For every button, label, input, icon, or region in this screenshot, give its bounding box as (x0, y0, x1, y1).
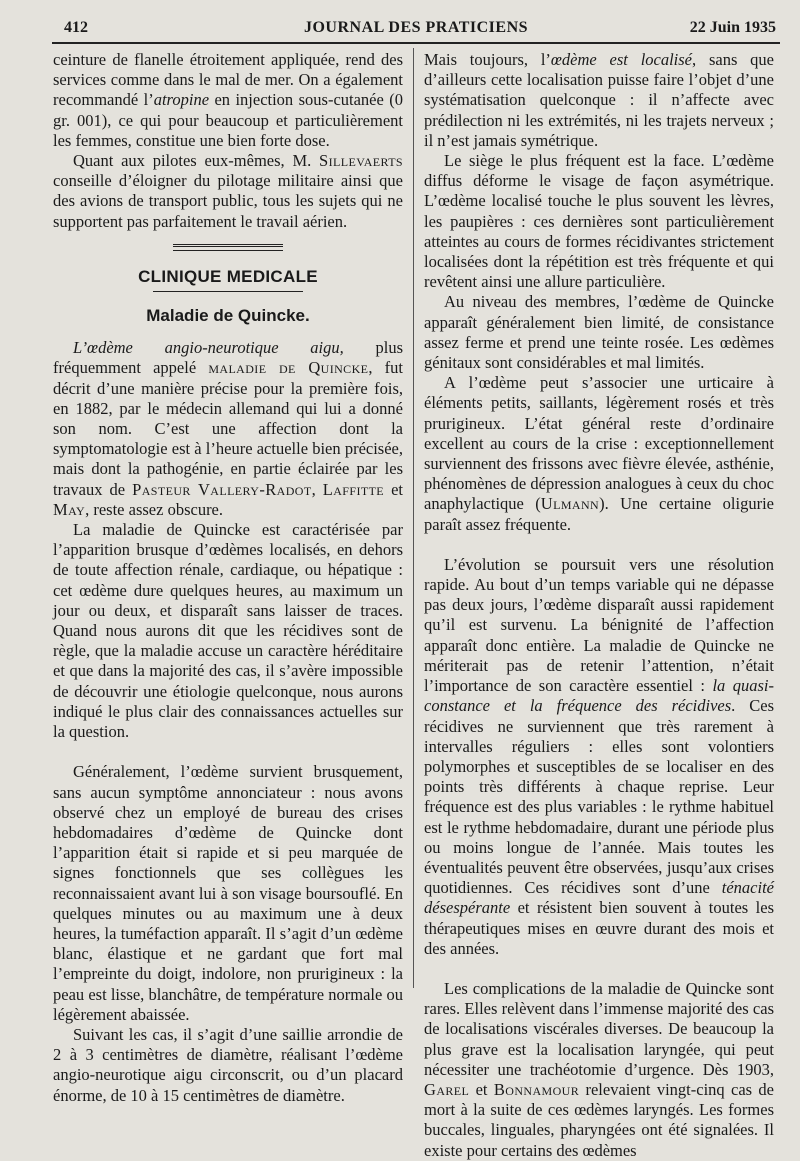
paragraph: Suivant les cas, il s’agit d’une saillie arrondie de 2 à 3 centimètres de diamètre, réalisant l’œdème angio-neurotique aigu circonscrit, ou d’un placard énorme, de 10 à 15 centimètres de diamètre. (53, 1024, 403, 1105)
paragraph: Généralement, l’œdème survient brusquement, sans aucun symptôme annonciateur : nous avons observé chez un employé de bureau des crises hebdomadaires d’œdème de Quincke dont l’apparition était si rapide et si peu marquée de signes fonctionnels que ses collègues les reconnaissaient avant lui à son visage boursouflé. En quelques minutes ou au maximum une à deux heures, la tuméfaction apparaît. Il s’agit d’un œdème blanc, élastique et ne gardant que fort mal l’empreinte du doigt, indolore, non prurigineux : la peau est lisse, blanchâtre, de température normale ou légèrement abaissée. (53, 762, 403, 1024)
section-separator (173, 244, 283, 251)
paragraph: L’œdème angio-neurotique aigu, plus fréquemment appelé maladie de Quincke, fut décrit d’une manière précise pour la première fois, en 1882, par le médecin allemand qui lui a donné son nom. C’est une affection dont la symptomatologie est à l’heure actuelle bien précisée, mais dont la pathogénie, en partie éclairée par les travaux de Pasteur Vallery-Radot, Laffitte et May, reste assez obscure. (53, 338, 403, 519)
column-divider (413, 48, 414, 988)
article-title: Maladie de Quincke. (146, 306, 310, 326)
paragraph: Les complications de la maladie de Quincke sont rares. Elles relèvent dans l’immense majorité des cas de localisations viscérales diverses. De beaucoup la plus grave est la localisation laryngée, qui peut nécessiter une trachéotomie d’urgence. Dès 1903, Garel et Bonnamour relevaient vingt-cinq cas de mort à la suite de ces œdèmes laryngés. Les formes buccales, linguales, pharyngées ont été signalées. Il existe pour certains des œdèmes (424, 978, 774, 1160)
paragraph: L’évolution se poursuit vers une résolution rapide. Au bout d’un temps variable qui ne dépasse pas deux jours, l’œdème disparaît aussi rapidement qu’il est survenu. La bénignité de l’affection apparaît donc entière. La maladie de Quincke ne mériterait pas de retenir l’attention, n’était l’importance de son caractère essentiel : la quasi-constance et la fréquence des récidives. Ces récidives ne surviennent que très rarement à intervalles réguliers : elles sont volontiers polymorphes et susceptibles de se localiser en des points très différents à chaque reprise. Leur fréquence est des plus variables : le rythme habituel est le rythme hebdomadaire, durant une période plus ou moins longue de l’année. Mais toutes les éventualités peuvent être observées, jusqu’aux crises quotidiennes. Ces récidives sont d’une ténacité désespérante et résistent bien souvent à toutes les thérapeutiques mises en œuvre durant des mois et des années. (424, 554, 774, 958)
right-column (424, 50, 774, 1160)
paragraph: A l’œdème peut s’associer une urticaire à éléments petits, saillants, légèrement rosés et très prurigineux. L’état général reste d’ordinaire excellent au cours de la crise : exceptionnellement surviennent des frissons avec fièvre élevée, asthénie, phénomènes de dépression analogues à ceux du choc anaphylactique (Ulmann). Une certaine oligurie paraît assez fréquente. (424, 373, 774, 534)
page-number: 412 (64, 19, 88, 36)
paragraph: La maladie de Quincke est caractérisée par l’apparition brusque d’œdèmes localisés, en dehors de toute affection rénale, cardiaque, ou hépatique : cet œdème dure quelques heures, au maximum un jour ou deux, et disparaît sans laisser de traces. Quand nous aurons dit que les récidives sont de règle, que la maladie accuse un caractère héréditaire et que dans la majorité des cas, il s’avère impossible de découvrir une étiologie quelconque, nous aurons indiqué le plus clair des connaissances actuelles sur la question. (53, 520, 403, 742)
journal-title: JOURNAL DES PRATICIENS (303, 19, 529, 36)
issue-date: 22 Juin 1935 (689, 19, 776, 36)
paragraph: Mais toujours, l’œdème est localisé, sans que d’ailleurs cette localisation puisse faire l’objet d’une systématisation quelconque : il n’affecte avec prédilection ni les extrémités, ni les trajets nerveux ; il n’est jamais symétrique. (424, 50, 774, 150)
title-rule (153, 291, 303, 292)
page-header (52, 16, 780, 44)
section-title: CLINIQUE MEDICALE (138, 266, 318, 286)
paragraph: Au niveau des membres, l’œdème de Quincke apparaît généralement bien limité, de consistance assez ferme et prend une teinte rosée. Les œdèmes génitaux sont considérables et mal limités. (424, 292, 774, 373)
paragraph: Quant aux pilotes eux-mêmes, M. Sillevaerts conseille d’éloigner du pilotage militaire ainsi que des avions de transport public, tous les sujets qui ne supportent pas parfaitement le travail aérien. (53, 151, 403, 231)
left-column (53, 50, 403, 1105)
paragraph: Le siège le plus fréquent est la face. L’œdème diffus déforme le visage de façon asymétrique. L’œdème localisé touche le plus souvent les lèvres, les paupières : ces dernières sont particulièrement atteintes au cours de formes récidivantes strictement localisées dont la répétition est très fréquente et qui revêtent ainsi une allure particulière. (424, 151, 774, 292)
paragraph: ceinture de flanelle étroitement appliquée, rend des services comme dans le mal de mer. On a également recommandé l’atropine en injection sous-cutanée (0 gr. 001), ce qui pour beaucoup et particulièrement les femmes, constitue une bien forte dose. (53, 50, 403, 150)
